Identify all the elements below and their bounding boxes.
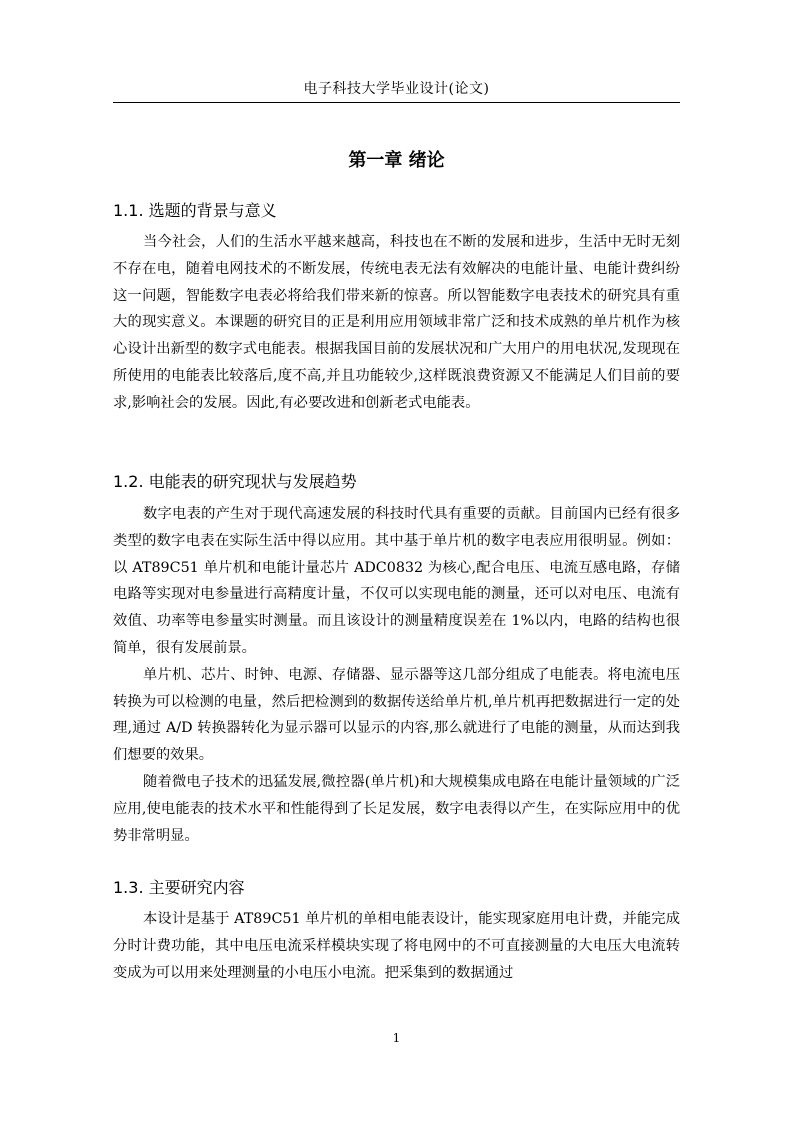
section-heading: 1.1. 选题的背景与意义 xyxy=(113,201,277,220)
paragraph: 数字电表的产生对于现代高速发展的科技时代具有重要的贡献。目前国内已经有很多类型的数字电表在实际生活中得以应用。其中基于单片机的数字电表应用很明显。例如：以 AT89C51 单片机和电能计量芯片 ADC0832 为核心,配合电压、电流互感电路，存储电路等实现对电参量进行高精度计量，不仅可以实现电能的测量，还可以对电压、电流有效值、功率等电参量实时测量。而且该设计的测量精度误差在 1%以内，电路的结构也很简单，很有发展前景。 xyxy=(113,506,680,656)
header-rule xyxy=(113,102,680,103)
section-heading: 1.2. 电能表的研究现状与发展趋势 xyxy=(113,472,357,491)
section-body xyxy=(113,501,680,849)
chapter-title: 第一章 绪论 xyxy=(348,150,445,171)
section-research-status xyxy=(113,470,680,849)
paragraph: 本设计是基于 AT89C51 单片机的单相电能表设计，能实现家庭用电计费，并能完成分时计费功能，其中电压电流采样模块实现了将电网中的不可直接测量的大电压大电流转变成为可以用来处理测量的小电压小电流。把采集到的数据通过 xyxy=(113,911,680,981)
running-header: 电子科技大学毕业设计(论文) xyxy=(303,81,490,97)
section-background xyxy=(113,199,680,417)
section-main-content xyxy=(113,876,680,986)
section-body xyxy=(113,906,680,986)
paragraph: 单片机、芯片、时钟、电源、存储器、显示器等这几部分组成了电能表。将电流电压转换为可以检测的电量，然后把检测到的数据传送给单片机,单片机再把数据进行一定的处理,通过 A/D 转换器转化为显示器可以显示的内容,那么就进行了电能的测量，从而达到我们想要的效果。 xyxy=(113,666,680,764)
paragraph: 当今社会，人们的生活水平越来越高，科技也在不断的发展和进步，生活中无时无刻不存在电，随着电网技术的不断发展，传统电表无法有效解决的电能计量、电能计费纠纷这一问题，智能数字电表必将给我们带来新的惊喜。所以智能数字电表技术的研究具有重大的现实意义。本课题的研究目的正是利用应用领域非常广泛和技术成熟的单片机作为核心设计出新型的数字式电能表。根据我国目前的发展状况和广大用户的用电状况,发现现在所使用的电能表比较落后,度不高,并且功能较少,这样既浪费资源又不能满足人们目前的要求,影响社会的发展。因此,有必要改进和创新老式电能表。 xyxy=(113,234,680,411)
page-number: 1 xyxy=(392,1031,401,1045)
section-heading: 1.3. 主要研究内容 xyxy=(113,878,245,897)
section-body xyxy=(113,229,680,417)
paragraph: 随着微电子技术的迅猛发展,微控器(单片机)和大规模集成电路在电能计量领域的广泛应用,使电能表的技术水平和性能得到了长足发展，数字电表得以产生，在实际应用中的优势非常明显。 xyxy=(113,773,680,844)
